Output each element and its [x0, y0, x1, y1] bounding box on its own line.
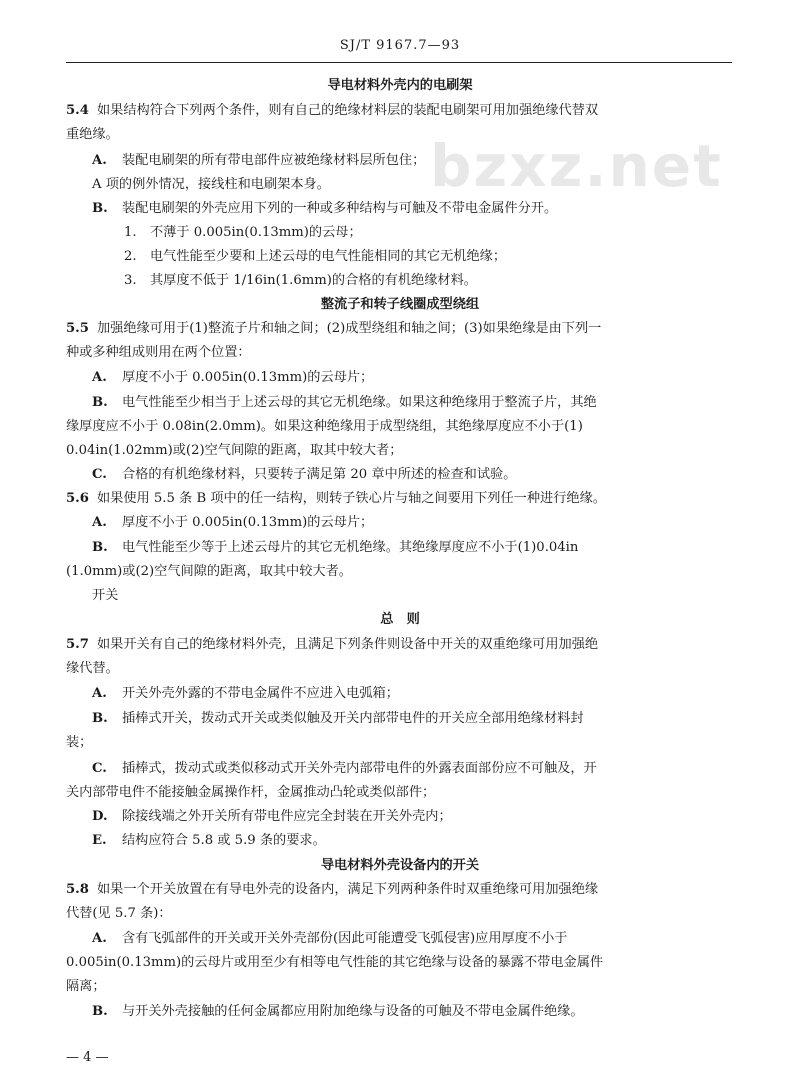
- item-text: 合格的有机绝缘材料，只要转子满足第 20 章中所述的检查和试验。: [122, 467, 517, 482]
- heading-general: 总 则: [380, 612, 420, 627]
- item-a: [92, 685, 399, 703]
- sub-item-3: [124, 272, 477, 290]
- clause-text: 种或多种组成则用在两个位置：: [66, 345, 251, 360]
- heading-commutator: 整流子和转子线圈成型绕组: [320, 297, 480, 312]
- item-text: 结构应符合 5.8 或 5.9 条的要求。: [122, 833, 326, 848]
- clause-text: 加强绝缘可用于(1)整流子片和轴之间；(2)成型绕组和轴之间；(3)如果绝缘是由下列一: [96, 321, 602, 336]
- item-c: [92, 760, 597, 778]
- item-mark: B.: [92, 201, 108, 216]
- item-text: 除接线端之外开关所有带电件应完全封装在开关外壳内；: [122, 809, 452, 824]
- item-text: 插棒式，拨动式或类似移动式开关外壳内部带电件的外露表面部份应不可触及，开: [122, 761, 597, 776]
- section-switch: 开关: [92, 588, 119, 603]
- clause-text: 缘代替。: [66, 661, 119, 676]
- heading-brush-holder: 导电材料外壳内的电刷架: [327, 78, 473, 93]
- clause-text: 如果开关有自己的绝缘材料外壳，且满足下列条件则设备中开关的双重绝缘可用加强绝: [96, 637, 599, 652]
- header-rule: [66, 62, 732, 63]
- item-mark: 1.: [124, 225, 137, 240]
- clause-text: 重绝缘。: [66, 127, 119, 142]
- item-text: 与开关外壳接触的任何金属都应用附加绝缘与设备的可触及不带电金属件绝缘。: [122, 1004, 584, 1019]
- document-number: SJ/T 9167.7—93: [339, 38, 461, 53]
- item-note: A 项的例外情况，接线柱和电刷架本身。: [92, 177, 330, 192]
- item-mark: B.: [92, 711, 108, 726]
- item-text: 电气性能至少相当于上述云母的其它无机绝缘。如果这种绝缘用于整流子片，其绝: [122, 395, 597, 410]
- item-mark: C.: [92, 467, 107, 482]
- clause-5-8: [66, 881, 598, 899]
- item-text: 开关外壳外露的不带电金属件不应进入电弧箱；: [122, 686, 399, 701]
- item-d: [92, 808, 452, 826]
- item-text: (1.0mm)或(2)空气间隙的距离，取其中较大者。: [66, 564, 352, 579]
- item-c: [92, 466, 516, 484]
- item-text: 含有飞弧部件的开关或开关外壳部份(因此可能遭受飞弧侵害)应用厚度不小于: [122, 931, 568, 946]
- item-text: 隔离；: [66, 979, 106, 994]
- clause-number: 5.8: [66, 882, 89, 897]
- clause-text: 如果使用 5.5 条 B 项中的任一结构，则转子铁心片与轴之间要用下列任一种进行绝缘。: [96, 491, 606, 506]
- item-text: 缘厚度应不小于 0.08in(2.0mm)。如果这种绝缘用于成型绕组，其绝缘厚度应不小于(1): [66, 419, 583, 434]
- item-text: 装配电刷架的所有带电部件应被绝缘材料层所包住；: [122, 153, 426, 168]
- item-mark: A.: [92, 153, 107, 168]
- item-a: [92, 152, 425, 170]
- clause-number: 5.6: [66, 491, 89, 506]
- item-b: [92, 200, 557, 218]
- heading-switch-in-conductive: 导电材料外壳设备内的开关: [320, 858, 480, 873]
- clause-text: 如果结构符合下列两个条件，则有自己的绝缘材料层的装配电刷架可用加强绝缘代替双: [96, 103, 599, 118]
- item-mark: 3.: [124, 273, 137, 288]
- item-text: 电气性能至少要和上述云母的电气性能相同的其它无机绝缘；: [150, 249, 507, 264]
- clause-text: 如果一个开关放置在有导电外壳的设备内，满足下列两种条件时双重绝缘可用加强绝缘: [96, 882, 599, 897]
- clause-number: 5.4: [66, 103, 89, 118]
- clause-number: 5.5: [66, 321, 89, 336]
- item-mark: B.: [92, 1004, 108, 1019]
- clause-5-6: [66, 490, 606, 508]
- item-text: 其厚度不低于 1/16in(1.6mm)的合格的有机绝缘材料。: [150, 273, 477, 288]
- item-mark: B.: [92, 395, 108, 410]
- item-mark: B.: [92, 540, 108, 555]
- clause-5-7: [66, 636, 598, 654]
- item-b: [92, 1003, 584, 1021]
- clause-5-5: [66, 320, 601, 338]
- sub-item-2: [124, 248, 506, 266]
- watermark: bzxz.net: [430, 132, 723, 200]
- item-text: 0.005in(0.13mm)的云母片或用至少有相等电气性能的其它绝缘与设备的暴露不带电金属件: [66, 955, 604, 970]
- item-a: [92, 369, 373, 387]
- item-a: [92, 930, 567, 948]
- item-mark: A.: [92, 370, 107, 385]
- item-e: [92, 832, 326, 850]
- item-text: 关内部带电件不能接触金属操作杆，金属推动凸轮或类似部件；: [66, 785, 436, 800]
- clause-text: 代替(见 5.7 条)：: [66, 906, 172, 921]
- item-mark: A.: [92, 686, 107, 701]
- item-text: 插棒式开关，拨动式开关或类似触及开关内部带电件的开关应全部用绝缘材料封: [122, 711, 584, 726]
- sub-item-1: [124, 224, 362, 242]
- item-b: [92, 394, 597, 412]
- item-text: 电气性能至少等于上述云母片的其它无机绝缘。其绝缘厚度应不小于(1)0.04in: [122, 540, 579, 555]
- item-b: [92, 539, 578, 557]
- item-text: 装；: [66, 735, 93, 750]
- item-mark: A.: [92, 515, 107, 530]
- item-mark: E.: [92, 833, 107, 848]
- item-text: 装配电刷架的外壳应用下列的一种或多种结构与可触及不带电金属件分开。: [122, 201, 558, 216]
- item-mark: C.: [92, 761, 107, 776]
- item-text: 不薄于 0.005in(0.13mm)的云母；: [150, 225, 362, 240]
- item-text: 0.04in(1.02mm)或(2)空气间隙的距离，取其中较大者；: [66, 443, 403, 458]
- item-mark: A.: [92, 931, 107, 946]
- item-text: 厚度不小于 0.005in(0.13mm)的云母片；: [122, 515, 374, 530]
- page-number: — 4 —: [66, 1050, 109, 1065]
- item-a: [92, 514, 373, 532]
- item-mark: 2.: [124, 249, 137, 264]
- clause-number: 5.7: [66, 637, 89, 652]
- item-b: [92, 710, 584, 728]
- item-mark: D.: [92, 809, 108, 824]
- item-text: 厚度不小于 0.005in(0.13mm)的云母片；: [122, 370, 374, 385]
- clause-5-4: [66, 102, 598, 120]
